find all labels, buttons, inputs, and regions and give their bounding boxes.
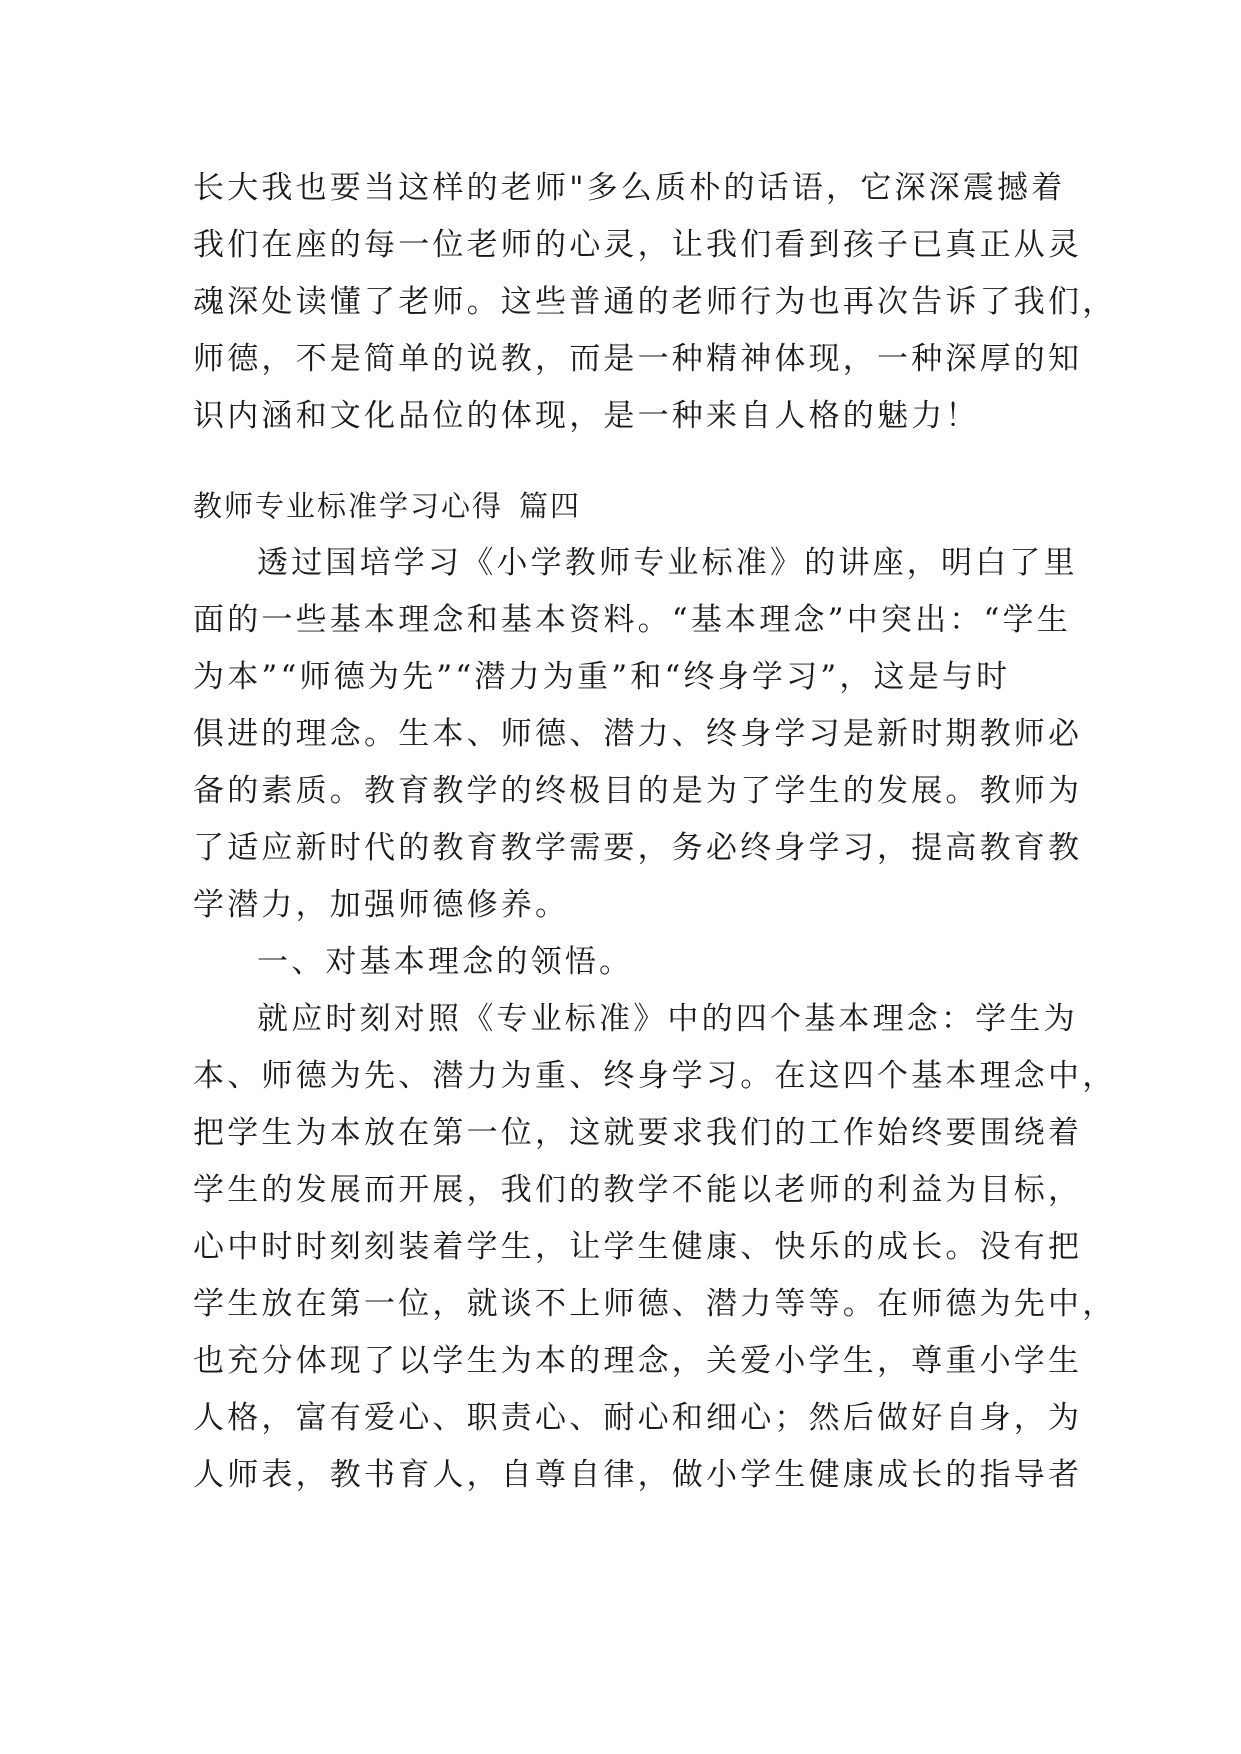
document-page [193,160,1117,1504]
text-line: 心中时时刻刻装着学生，让学生健康、快乐的成长。没有把 [193,1229,1083,1265]
text-line: 学生的发展而开展，我们的教学不能以老师的利益为目标， [193,1172,1083,1208]
text-line: 也充分体现了以学生为本的理念，关爱小学生，尊重小学生 [193,1343,1083,1379]
text-line: 学生放在第一位，就谈不上师德、潜力等等。在师德为先中， [193,1286,1117,1322]
text-line: 把学生为本放在第一位，这就要求我们的工作始终要围绕着 [193,1115,1083,1151]
section-gap [193,445,1073,478]
text-line: 俱进的理念。生本、师德、潜力、终身学习是新时期教师必 [193,716,1083,752]
text-line: 面的一些基本理念和基本资料。“基本理念”中突出：“学生 [193,602,1071,638]
text-line: 为本”“师德为先”“潜力为重”和“终身学习”，这是与时 [193,659,1011,695]
heading-part: 篇四 [519,489,582,523]
text-line: 了适应新时代的教育教学需要，务必终身学习，提高教育教 [193,830,1083,866]
section-heading [193,478,1073,535]
text-line: 一、对基本理念的领悟。 [257,944,634,980]
text-line: 学潜力，加强师德修养。 [193,887,570,923]
text-line: 本、师德为先、潜力为重、终身学习。在这四个基本理念中， [193,1058,1117,1094]
text-line: 我们在座的每一位老师的心灵，让我们看到孩子已真正从灵 [193,227,1083,263]
text-line: 就应时刻对照《专业标准》中的四个基本理念：学生为 [257,1001,1078,1037]
text-line: 备的素质。教育教学的终极目的是为了学生的发展。教师为 [193,773,1083,809]
text-line: 魂深处读懂了老师。这些普通的老师行为也再次告诉了我们， [193,284,1117,320]
text-line: 人师表，教书育人，自尊自律，做小学生健康成长的指导者 [193,1457,1083,1493]
text-line: 长大我也要当这样的老师"多么质朴的话语，它深深震撼着 [193,170,1066,206]
text-line: 人格，富有爱心、职责心、耐心和细心；然后做好自身，为 [193,1400,1083,1436]
text-line: 透过国培学习《小学教师专业标准》的讲座，明白了里 [257,545,1078,581]
paragraph-intro [193,535,1083,934]
continued-paragraph [193,160,1117,445]
heading-title: 教师专业标准学习心得 [193,489,504,523]
paragraph-body [193,991,1117,1504]
text-line: 师德，不是简单的说教，而是一种精神体现，一种深厚的知 [193,341,1083,377]
paragraph-subheading [193,934,1073,991]
text-line: 识内涵和文化品位的体现，是一种来自人格的魅力！ [193,398,980,434]
